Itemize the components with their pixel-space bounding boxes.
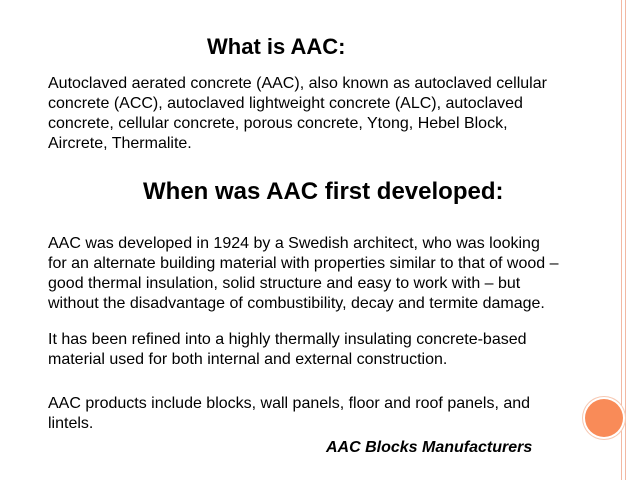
- text-line: material used for both internal and external construction.: [48, 351, 448, 368]
- text-line: concrete (ACC), autoclaved lightweight concrete (ALC), autoclaved: [48, 95, 523, 112]
- text-line: for an alternate building material with properties similar to that of wood –: [48, 255, 559, 272]
- paragraph-products: [48, 394, 530, 434]
- decorative-circle-icon: [585, 399, 623, 437]
- heading-when-developed: When was AAC first developed:: [143, 178, 504, 205]
- text-line: Aircrete, Thermalite.: [48, 135, 192, 152]
- paragraph-history: [48, 234, 558, 314]
- heading-what-is-aac: What is AAC:: [207, 34, 346, 59]
- decorative-side-rule: [625, 0, 626, 480]
- text-line: It has been refined into a highly thermally insulating concrete-based: [48, 331, 527, 348]
- decorative-side-rule: [621, 0, 622, 480]
- text-line: concrete, cellular concrete, porous concrete, Ytong, Hebel Block,: [48, 115, 508, 132]
- text-line: AAC products include blocks, wall panels, floor and roof panels, and: [48, 395, 531, 412]
- text-line: without the disadvantage of combustibility, decay and termite damage.: [48, 295, 545, 312]
- paragraph-refinement: [48, 330, 527, 370]
- footer-caption: AAC Blocks Manufacturers: [326, 439, 533, 456]
- text-line: Autoclaved aerated concrete (AAC), also known as autoclaved cellular: [48, 75, 547, 92]
- text-line: lintels.: [48, 415, 94, 432]
- text-line: good thermal insulation, solid structure and easy to work with – but: [48, 275, 521, 292]
- text-line: AAC was developed in 1924 by a Swedish architect, who was looking: [48, 235, 540, 252]
- paragraph-definition: [48, 74, 547, 154]
